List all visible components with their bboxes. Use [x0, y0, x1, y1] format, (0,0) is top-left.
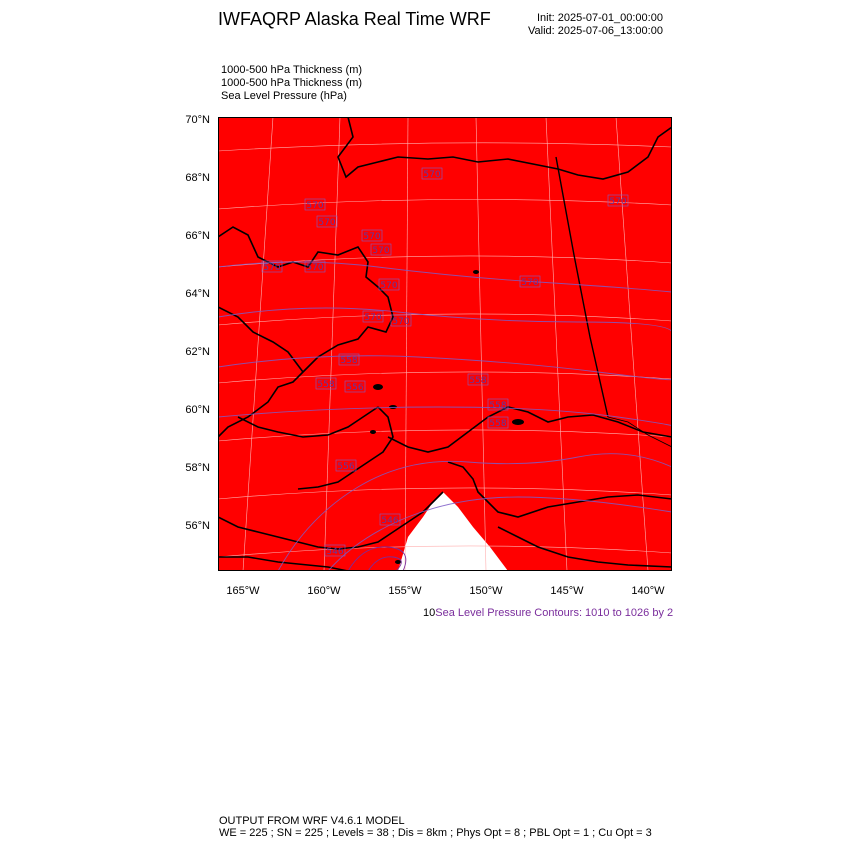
svg-text:570: 570 [263, 263, 281, 273]
lon-label-145: 145°W [550, 585, 584, 597]
contour-label [371, 244, 391, 256]
slp-note-text: Sea Level Pressure Contours: 1010 to 1026 by 2 [435, 607, 674, 619]
lat-label-66: 66°N [185, 230, 210, 242]
contour-label [379, 279, 399, 291]
contour-label [608, 195, 628, 207]
contour-label [422, 168, 442, 180]
svg-text:570: 570 [363, 232, 381, 242]
footer-line-1: OUTPUT FROM WRF V4.6.1 MODEL [219, 815, 405, 827]
svg-text:556: 556 [337, 462, 355, 472]
field-thickness-2: 1000-500 hPa Thickness (m) [221, 77, 363, 89]
lat-label-68: 68°N [185, 172, 210, 184]
contour-label [336, 460, 356, 472]
contour-label [339, 354, 359, 366]
contour-label [488, 417, 508, 429]
footer-line-2: WE = 225 ; SN = 225 ; Levels = 38 ; Dis = 8km ; Phys Opt = 8 ; PBL Opt = 1 ; Cu Opt = 3 [219, 827, 652, 839]
svg-text:570: 570 [364, 313, 382, 323]
field-list [221, 64, 362, 103]
contour-label [468, 374, 488, 386]
slp-note-lead: 10 [423, 607, 436, 619]
valid-time: Valid: 2025-07-06_13:00:00 [528, 25, 663, 37]
svg-text:558: 558 [469, 376, 487, 386]
svg-text:570: 570 [372, 246, 390, 256]
contour-label [345, 381, 365, 393]
map-canvas [218, 117, 672, 571]
contour-label [520, 276, 540, 288]
svg-text:558: 558 [489, 401, 507, 411]
svg-text:570: 570 [521, 278, 539, 288]
svg-text:570: 570 [318, 218, 336, 228]
lat-label-58: 58°N [185, 462, 210, 474]
contour-label [391, 315, 411, 327]
lat-label-64: 64°N [185, 288, 210, 300]
svg-text:570: 570 [609, 197, 627, 207]
svg-text:570: 570 [392, 317, 410, 327]
lon-label-155: 155°W [388, 585, 422, 597]
svg-text:558: 558 [317, 380, 335, 390]
contour-label [316, 378, 336, 390]
plot-title: IWFAQRP Alaska Real Time WRF [218, 9, 491, 29]
lon-label-160: 160°W [307, 585, 341, 597]
svg-text:558: 558 [340, 356, 358, 366]
time-info [528, 12, 663, 38]
svg-text:570: 570 [423, 170, 441, 180]
svg-text:556: 556 [346, 383, 364, 393]
contour-label [325, 545, 345, 557]
lon-label-165: 165°W [226, 585, 260, 597]
init-time: Init: 2025-07-01_00:00:00 [536, 12, 663, 24]
svg-text:570: 570 [306, 201, 324, 211]
contour-label [362, 230, 382, 242]
lat-label-60: 60°N [185, 404, 210, 416]
lat-label-56: 56°N [185, 520, 210, 532]
svg-text:546: 546 [326, 547, 344, 557]
contour-label [317, 216, 337, 228]
slp-contour-note [423, 607, 673, 619]
model-footer [219, 815, 652, 839]
svg-text:546: 546 [381, 516, 399, 526]
svg-text:570: 570 [380, 281, 398, 291]
lon-label-150: 150°W [469, 585, 503, 597]
field-slp: Sea Level Pressure (hPa) [221, 90, 347, 102]
contour-label [305, 199, 325, 211]
svg-text:558: 558 [489, 419, 507, 429]
lat-label-62: 62°N [185, 346, 210, 358]
contour-label [305, 261, 325, 273]
contour-label [262, 261, 282, 273]
map-panel [218, 117, 672, 571]
field-thickness-1: 1000-500 hPa Thickness (m) [221, 64, 363, 76]
svg-text:570: 570 [306, 263, 324, 273]
contour-label [380, 514, 400, 526]
contour-label [363, 311, 383, 323]
lat-label-70: 70°N [185, 114, 210, 126]
lon-label-140: 140°W [631, 585, 665, 597]
contour-label [488, 399, 508, 411]
